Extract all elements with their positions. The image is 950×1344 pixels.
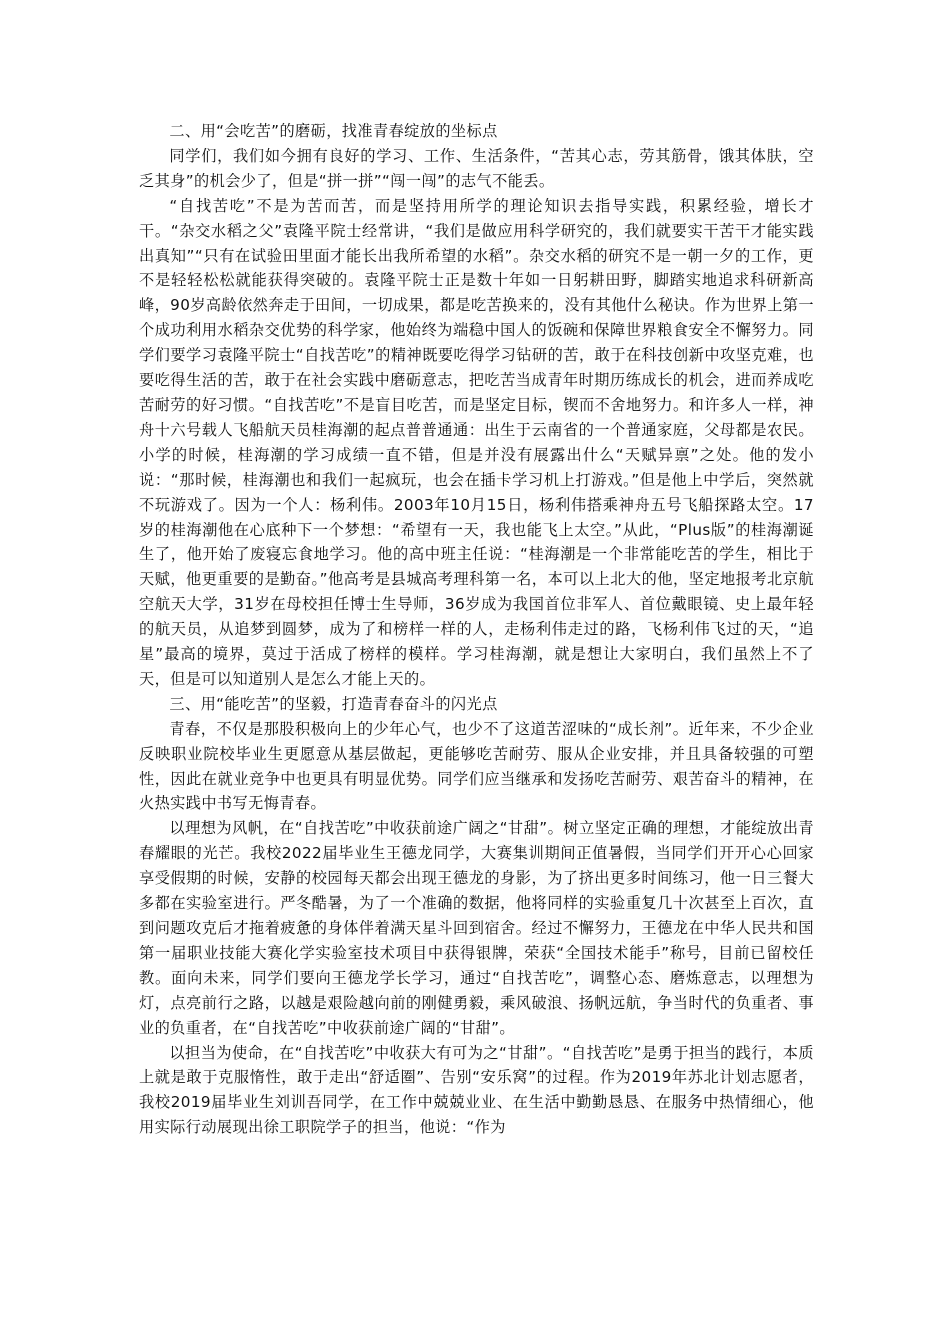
body-paragraph: 青春，不仅是那股积极向上的少年心气，也少不了这道苦涩味的“成长剂”。近年来，不少企业反映职业院校毕业生更愿意从基层做起，更能够吃苦耐劳、服从企业安排，并且具备较强的可塑性，因此在就业竞争中也更具有明显优势。同学们应当继承和发扬吃苦耐劳、艰苦奋斗的精神，在火热实践中书写无悔青春。 — [139, 719, 814, 813]
body-paragraph: 以理想为风帆，在“自找苦吃”中收获前途广阔之“甘甜”。树立坚定正确的理想，才能绽放出青春耀眼的光芒。我校2022届毕业生王德龙同学，大赛集训期间正值暑假，当同学们开开心心回家享受假期的时候，安静的校园每天都会出现王德龙的身影，为了挤出更多时间练习，他一日三餐大多都在实验室进行。严冬酷暑，为了一个准确的数据，他将同样的实验重复几十次甚至上百次，直到问题攻克后才拖着疲惫的身体伴着满天星斗回到宿舍。经过不懈努力，王德龙在中华人民共和国第一届职业技能大赛化学实验室技术项目中获得银牌，荣获“全国技术能手”称号，目前已留校任教。面向未来，同学们要向王德龙学长学习，通过“自找苦吃”，调整心态、磨炼意志，以理想为灯，点亮前行之路，以越是艰险越向前的刚健勇毅，乘风破浪、扬帆远航，争当时代的负重者、事业的负重者，在“自找苦吃”中收获前途广阔的“甘甜”。 — [139, 819, 814, 1037]
section-heading-2: 二、用“会吃苦”的磨砺，找准青春绽放的坐标点 — [169, 122, 498, 140]
section-heading-3: 三、用“能吃苦”的坚毅，打造青春奋斗的闪光点 — [169, 694, 498, 713]
body-paragraph: 以担当为使命，在“自找苦吃”中收获大有可为之“甘甜”。“自找苦吃”是勇于担当的践行，本质上就是敢于克服惰性，敢于走出“舒适圈”、告别“安乐窝”的过程。作为2019年苏北计划志愿者，我校2019届毕业生刘训吾同学，在工作中兢兢业业、在生活中勤勤恳恳、在服务中热情细心，他用实际行动展现出徐工职院学子的担当，他说：“作为 — [139, 1043, 814, 1137]
body-paragraph: 同学们，我们如今拥有良好的学习、工作、生活条件，“苦其心志，劳其筋骨，饿其体肤，空乏其身”的机会少了，但是“拼一拼”“闯一闯”的志气不能丢。 — [139, 146, 814, 190]
document-page — [139, 119, 814, 1140]
body-paragraph: “自找苦吃”不是为苦而苦，而是坚持用所学的理论知识去指导实践，积累经验，增长才干。“杂交水稻之父”袁隆平院士经常讲，“我们是做应用科学研究的，我们就要实干苦干才能实践出真知”“只有在试验田里面才能长出我所希望的水稻”。杂交水稻的研究不是一朝一夕的工作，更不是轻轻松松就能获得突破的。袁隆平院士正是数十年如一日躬耕田野，脚踏实地追求科研新高峰，90岁高龄依然奔走于田间，一切成果，都是吃苦换来的，没有其他什么秘诀。作为世界上第一个成功利用水稻杂交优势的科学家，他始终为端稳中国人的饭碗和保障世界粮食安全不懈努力。同学们要学习袁隆平院士“自找苦吃”的精神既要吃得学习钻研的苦，敢于在科技创新中攻坚克难，也要吃得生活的苦，敢于在社会实践中磨砺意志，把吃苦当成青年时期历练成长的机会，进而养成吃苦耐劳的好习惯。“自找苦吃”不是盲目吃苦，而是坚定目标，锲而不舍地努力。和许多人一样，神舟十六号载人飞船航天员桂海潮的起点普普通通：出生于云南省的一个普通家庭，父母都是农民。小学的时候，桂海潮的学习成绩一直不错，但是并没有展露出什么“天赋异禀”之处。他的发小说：“那时候，桂海潮也和我们一起疯玩，也会在插卡学习机上打游戏。”但是他上中学后，突然就不玩游戏了。因为一个人：杨利伟。2003年10月15日，杨利伟搭乘神舟五号飞船探路太空。17岁的桂海潮他在心底种下一个梦想：“希望有一天，我也能飞上太空。”从此，“Plus版”的桂海潮诞生了，他开始了废寝忘食地学习。他的高中班主任说：“桂海潮是一个非常能吃苦的学生，相比于天赋，他更重要的是勤奋。”他高考是县城高考理科第一名，本可以上北大的他，坚定地报考北京航空航天大学，31岁在母校担任博士生导师，36岁成为我国首位非军人、首位戴眼镜、史上最年轻的航天员，从追梦到圆梦，成为了和榜样一样的人，走杨利伟走过的路，飞杨利伟飞过的天，“追星”最高的境界，莫过于活成了榜样的模样。学习桂海潮，就是想让大家明白，我们虽然上不了天，但是可以知道别人是怎么才能上天的。 — [139, 196, 814, 688]
